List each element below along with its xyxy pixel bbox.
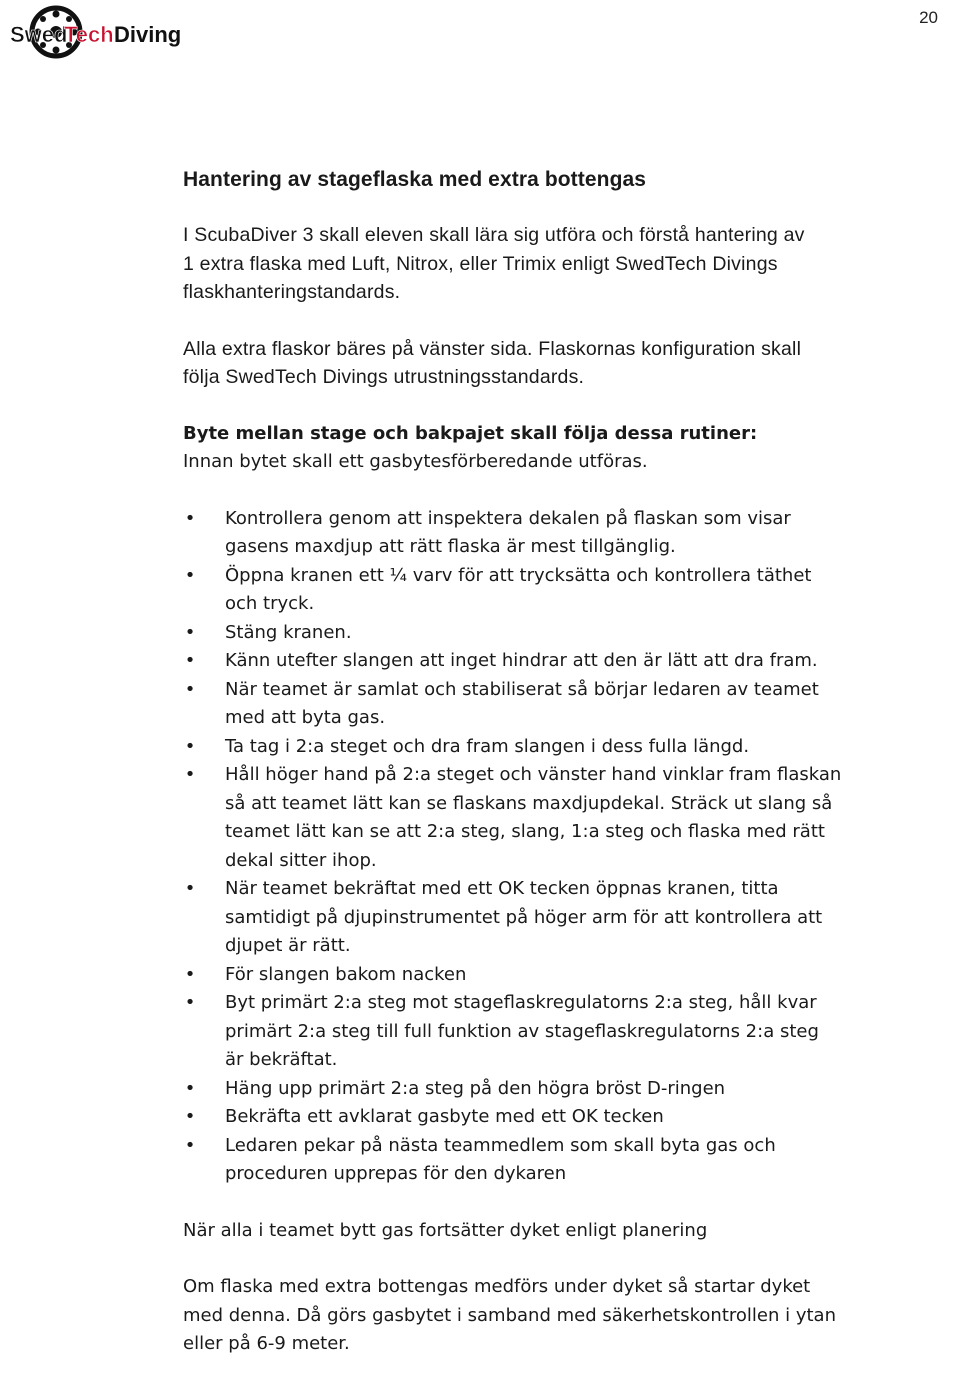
closing-line: Om flaska med extra bottengas medförs under dyket så startar dyket	[183, 1276, 811, 1297]
list-item-line: Bekräfta ett avklarat gasbyte med ett OK tecken	[225, 1106, 664, 1127]
list-item-line: För slangen bakom nacken	[225, 963, 467, 985]
intro-line: flaskhanteringstandards.	[183, 281, 401, 303]
section-heading: Hantering av stageflaska med extra bottengas	[183, 168, 647, 191]
bullet-icon: •	[184, 878, 196, 899]
list-item-line: Känn utefter slangen att inget hindrar att den är lätt att dra fram.	[225, 650, 818, 671]
list-item	[183, 961, 935, 990]
list-item-line: samtidigt på djupinstrumentet på höger arm för att kontrollera att	[225, 906, 823, 928]
list-item-line: Byt primärt 2:a steg mot stageflaskregulatorns 2:a steg, håll kvar	[225, 992, 817, 1013]
list-item-line: Håll höger hand på 2:a steget och vänster hand vinklar fram flaskan	[225, 764, 842, 785]
list-item-line: Ta tag i 2:a steget och dra fram slangen i dess fulla längd.	[225, 735, 750, 757]
routine-heading: Byte mellan stage och bakpajet skall följa dessa rutiner:	[183, 422, 758, 444]
logo-graphic	[6, 4, 184, 64]
intro-paragraph	[183, 221, 935, 307]
bullet-icon: •	[184, 678, 196, 700]
bullet-icon: •	[184, 507, 196, 529]
list-item	[183, 1103, 935, 1132]
list-item	[183, 647, 935, 676]
list-item	[183, 676, 935, 733]
routine-steps-list	[183, 505, 935, 1189]
bullet-icon: •	[184, 1106, 196, 1127]
document-body	[183, 164, 935, 1387]
bullet-icon: •	[184, 1134, 196, 1156]
list-item-line: med att byta gas.	[225, 707, 386, 728]
list-item-line: och tryck.	[225, 593, 315, 614]
list-item-line: djupet är rätt.	[225, 935, 351, 956]
closing-line: eller på 6-9 meter.	[183, 1333, 350, 1354]
list-item-line: När teamet är samlat och stabiliserat så börjar ledaren av teamet	[225, 678, 819, 700]
config-line: Alla extra flaskor bäres på vänster sida. Flaskornas konfiguration skall	[183, 337, 802, 360]
list-item	[183, 1075, 935, 1104]
closing-line: med denna. Då görs gasbytet i samband med säkerhetskontrollen i ytan	[183, 1304, 836, 1326]
bullet-icon: •	[184, 992, 196, 1013]
swedtech-diving-logo	[6, 4, 184, 64]
config-line: följa SwedTech Divings utrustningsstandards.	[183, 366, 585, 388]
list-item	[183, 875, 935, 961]
list-item-line: När teamet bekräftat med ett OK tecken öppnas kranen, titta	[225, 878, 779, 899]
list-item-line: proceduren upprepas för den dykaren	[225, 1163, 567, 1184]
bullet-icon: •	[184, 564, 196, 586]
closing-paragraph	[183, 1273, 935, 1359]
list-item-line: primärt 2:a steg till full funktion av stageflaskregulatorns 2:a steg	[225, 1020, 819, 1042]
list-item	[183, 1132, 935, 1189]
list-item-line: Kontrollera genom att inspektera dekalen på flaskan som visar	[225, 507, 791, 529]
list-item	[183, 761, 935, 875]
list-item-line: Häng upp primärt 2:a steg på den högra bröst D-ringen	[225, 1077, 726, 1099]
config-paragraph	[183, 335, 935, 392]
list-item-line: Öppna kranen ett ¼ varv för att trycksätta och kontrollera täthet	[225, 564, 812, 586]
after-steps-paragraph: När alla i teamet bytt gas fortsätter dyket enligt planering	[183, 1219, 708, 1241]
bullet-icon: •	[184, 621, 196, 643]
list-item-line: Stäng kranen.	[225, 621, 352, 643]
bullet-icon: •	[184, 735, 196, 757]
svg-text:Tech: Tech	[64, 22, 114, 47]
list-item-line: dekal sitter ihop.	[225, 849, 377, 871]
list-item-line: Ledaren pekar på nästa teammedlem som skall byta gas och	[225, 1134, 776, 1156]
list-item-line: gasens maxdjup att rätt flaska är mest tillgänglig.	[225, 536, 676, 557]
list-item	[183, 562, 935, 619]
list-item	[183, 619, 935, 648]
bullet-icon: •	[184, 650, 196, 671]
intro-line: I ScubaDiver 3 skall eleven skall lära sig utföra och förstå hantering av	[183, 224, 805, 246]
list-item	[183, 989, 935, 1075]
routine-intro-block	[183, 420, 935, 477]
list-item	[183, 733, 935, 762]
intro-line: 1 extra flaska med Luft, Nitrox, eller Trimix enligt SwedTech Divings	[183, 252, 778, 275]
svg-text:Diving: Diving	[114, 22, 182, 47]
bullet-icon: •	[184, 963, 196, 985]
routine-intro: Innan bytet skall ett gasbytesförberedande utföras.	[183, 451, 648, 472]
page-number: 20	[919, 8, 938, 27]
bullet-icon: •	[184, 764, 196, 785]
list-item-line: är bekräftat.	[225, 1049, 338, 1070]
list-item-line: teamet lätt kan se att 2:a steg, slang, 1:a steg och flaska med rätt	[225, 821, 825, 842]
list-item	[183, 505, 935, 562]
svg-text:Swed: Swed	[10, 22, 68, 47]
bullet-icon: •	[184, 1077, 196, 1099]
list-item-line: så att teamet lätt kan se flaskans maxdjupdekal. Sträck ut slang så	[225, 792, 833, 814]
